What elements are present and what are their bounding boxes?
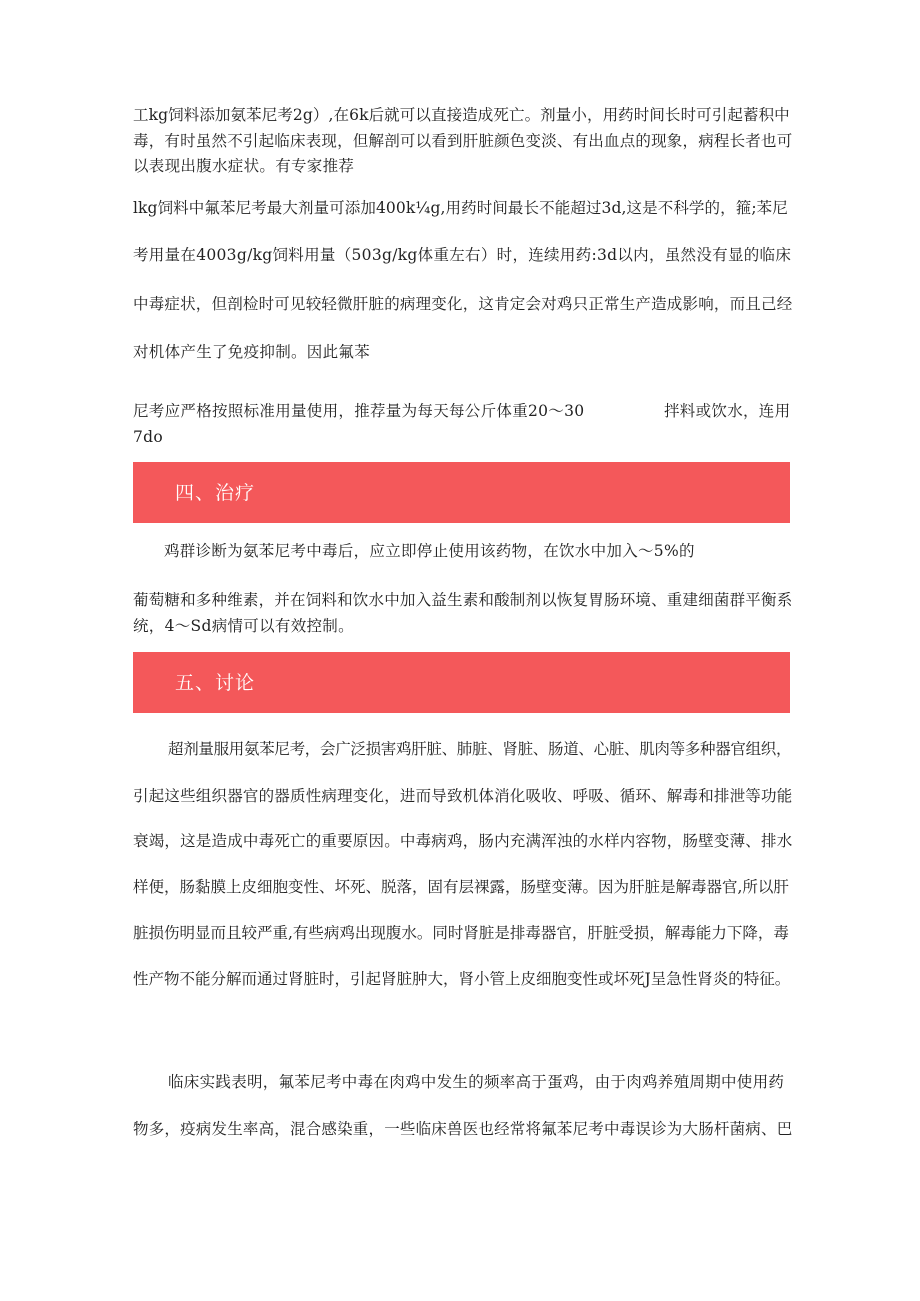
text-line: 临床实践表明，氟苯尼考中毒在肉鸡中发生的频率高于蛋鸡，由于肉鸡养殖周期中使用药	[168, 1073, 785, 1091]
text-line: 毒，有时虽然不引起临床表现，但解剖可以看到肝脏颜色变淡、有出血点的现象，病程长者也可	[133, 132, 793, 150]
section-title: 五、讨论	[175, 672, 256, 694]
text-line: 尼考应严格按照标准用量使用，推荐量为每天每公斤体重20〜30	[133, 402, 585, 420]
text-line: 样便，肠黏膜上皮细胞变性、坏死、脱落，固有层裸露，肠壁变薄。因为肝脏是解毒器官,所以肝	[133, 878, 789, 896]
text-line: 超剂量服用氨苯尼考，会广泛损害鸡肝脏、肺脏、肾脏、肠道、心脏、肌肉等多种器官组织，	[168, 740, 792, 758]
section-heading-treatment	[133, 462, 790, 523]
text-line: 拌料或饮水，连用	[664, 402, 791, 420]
text-line: 考用量在4003g/kg饲料用量（503g/kg体重左右）时，连续用药:3d以内，虽然没有显的临床	[133, 246, 792, 264]
text-line: 物多，疫病发生率高，混合感染重，一些临床兽医也经常将氟苯尼考中毒误诊为大肠杆菌病、巴	[133, 1120, 793, 1138]
text-line: 性产物不能分解而通过肾脏时，引起肾脏肿大，肾小管上皮细胞变性或坏死J呈急性肾炎的特征。	[133, 970, 791, 988]
text-line: lkg饲料中氟苯尼考最大剂量可添加400k¼g,用药时间最长不能超过3d,这是不科学的，箍;苯尼	[133, 199, 788, 217]
text-line: 以表现出腹水症状。有专家推荐	[133, 157, 355, 175]
section-heading-discussion	[133, 652, 790, 713]
text-line: 脏损伤明显而且较严重,有些病鸡出现腹水。同时肾脏是排毒器官，肝脏受损，解毒能力下降，毒	[133, 924, 789, 942]
text-line: 7do	[133, 428, 164, 446]
text-line: 葡萄糖和多种维素，并在饲料和饮水中加入益生素和酸制剂以恢复胃肠环境、重建细菌群平衡系	[133, 591, 793, 609]
text-line: 统，4〜Sd病情可以有效控制。	[133, 617, 354, 635]
text-line: 工kg饲料添加氨苯尼考2g）,在6k后就可以直接造成死亡。剂量小，用药时间长时可引起蓄积中	[133, 106, 790, 124]
section-title: 四、治疗	[175, 482, 256, 504]
text-line: 对机体产生了免疫抑制。因此氟苯	[133, 343, 371, 361]
text-line: 引起这些组织器官的器质性病理变化，进而导致机体消化吸收、呼吸、循环、解毒和排泄等功能	[133, 787, 793, 805]
text-line: 鸡群诊断为氨苯尼考中毒后，应立即停止使用该药物，在饮水中加入〜5%的	[164, 542, 695, 560]
text-line: 衰竭，这是造成中毒死亡的重要原因。中毒病鸡，肠内充满浑浊的水样内容物，肠壁变薄、排水	[133, 832, 793, 850]
text-line: 中毒症状，但剖检时可见较轻微肝脏的病理变化，这肯定会对鸡只正常生产造成影响，而且己经	[133, 295, 793, 313]
